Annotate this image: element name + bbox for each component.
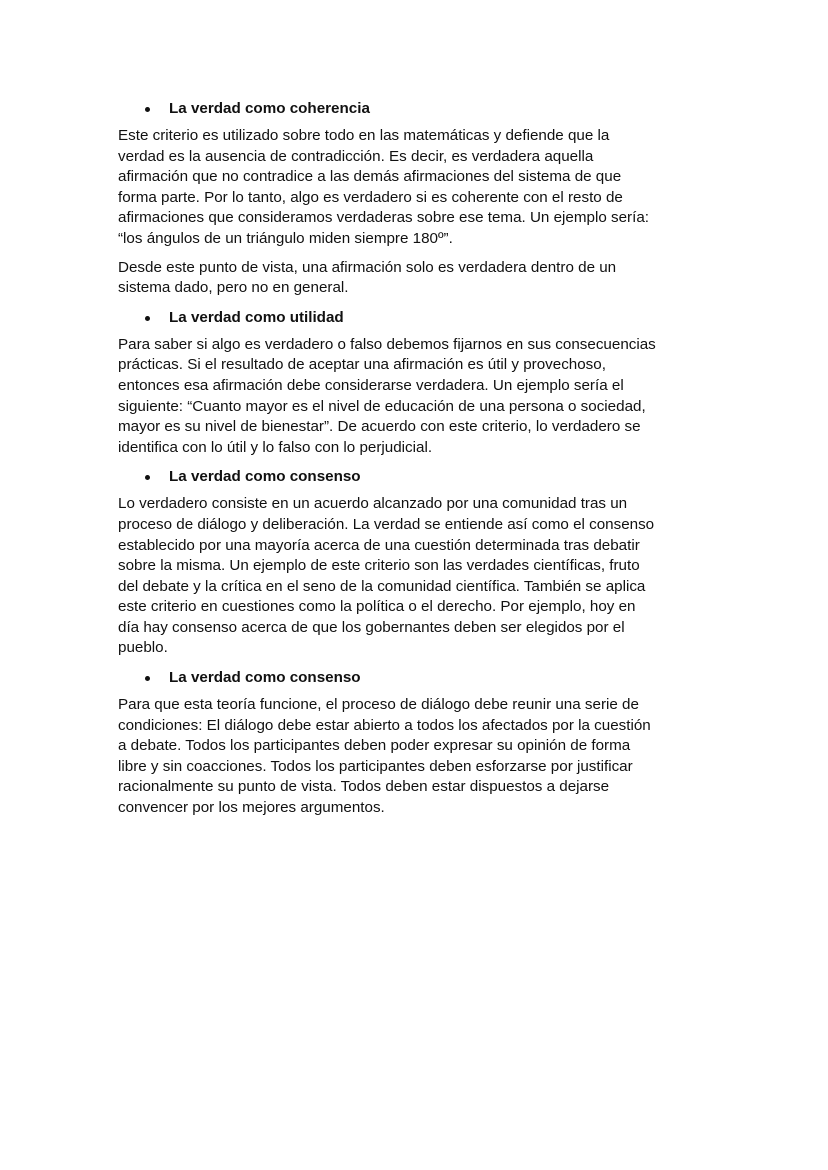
paragraph-utilidad-1 [118, 335, 718, 459]
text-line: Lo verdadero consiste en un acuerdo alcanzado por una comunidad tras un [118, 495, 628, 513]
text-line: establecido por una mayoría acerca de una cuestión determinada tras debatir [118, 536, 640, 554]
text-line: racionalmente su punto de vista. Todos deben estar dispuestos a dejarse [118, 778, 610, 796]
text-line: Para que esta teoría funcione, el proceso de diálogo debe reunir una serie de [118, 696, 639, 714]
text-line: afirmaciones que consideramos verdaderas sobre ese tema. Un ejemplo sería: [118, 209, 649, 227]
text-line: Para saber si algo es verdadero o falso debemos fijarnos en sus consecuencias [118, 335, 656, 353]
text-line: día hay consenso acerca de que los gobernantes deben ser elegidos por el [118, 618, 625, 636]
section-heading-consenso-condiciones [118, 667, 718, 689]
text-line: sobre la misma. Un ejemplo de este criterio son las verdades científicas, fruto [118, 557, 640, 575]
text-line: prácticas. Si el resultado de aceptar una afirmación es útil y provechoso, [118, 356, 606, 374]
text-line: este criterio en cuestiones como la política o el derecho. Por ejemplo, hoy en [118, 598, 636, 616]
text-line: “los ángulos de un triángulo miden siempre 180º”. [118, 229, 453, 247]
text-line: afirmación que no contradice a las demás afirmaciones del sistema de que [118, 168, 622, 186]
section-heading-utilidad [118, 307, 718, 329]
text-line: Este criterio es utilizado sobre todo en las matemáticas y defiende que la [118, 127, 610, 144]
text-line: verdad es la ausencia de contradicción. Es decir, es verdadera aquella [118, 147, 594, 165]
paragraph-consenso-condiciones [118, 695, 718, 819]
bullet-icon [145, 107, 150, 112]
heading-text: La verdad como consenso [169, 468, 361, 486]
paragraph-coherencia-1 [118, 126, 718, 250]
section-heading-consenso [118, 466, 718, 488]
text-line: sistema dado, pero no en general. [118, 279, 349, 297]
bullet-icon [145, 475, 150, 480]
text-line: a debate. Todos los participantes deben poder expresar su opinión de forma [118, 737, 631, 755]
paragraph-consenso-1 [118, 494, 718, 659]
text-line: convencer por los mejores argumentos. [118, 799, 385, 817]
text-line: proceso de diálogo y deliberación. La verdad se entiende así como el consenso [118, 515, 655, 533]
text-line: siguiente: “Cuanto mayor es el nivel de educación de una persona o sociedad, [118, 397, 646, 415]
text-line: mayor es su nivel de bienestar”. De acuerdo con este criterio, lo verdadero se [118, 418, 641, 436]
text-line: del debate y la crítica en el seno de la comunidad científica. También se aplica [118, 577, 646, 595]
text-line: entonces esa afirmación debe considerarse verdadera. Un ejemplo sería el [118, 376, 624, 394]
heading-text: La verdad como utilidad [169, 308, 344, 326]
text-line: forma parte. Por lo tanto, algo es verdadero si es coherente con el resto de [118, 188, 623, 206]
text-line: identifica con lo útil y lo falso con lo perjudicial. [118, 438, 433, 456]
document-body [118, 98, 718, 827]
text-line: pueblo. [118, 639, 168, 657]
text-line: condiciones: El diálogo debe estar abierto a todos los afectados por la cuestión [118, 716, 651, 734]
heading-text: La verdad como coherencia [169, 100, 370, 117]
heading-text: La verdad como consenso [169, 669, 361, 687]
section-heading-coherencia [118, 98, 718, 120]
paragraph-coherencia-2 [118, 258, 718, 299]
text-line: Desde este punto de vista, una afirmación solo es verdadera dentro de un [118, 258, 617, 276]
text-line: libre y sin coacciones. Todos los participantes deben esforzarse por justificar [118, 757, 633, 775]
bullet-icon [145, 316, 150, 321]
bullet-icon [145, 676, 150, 681]
